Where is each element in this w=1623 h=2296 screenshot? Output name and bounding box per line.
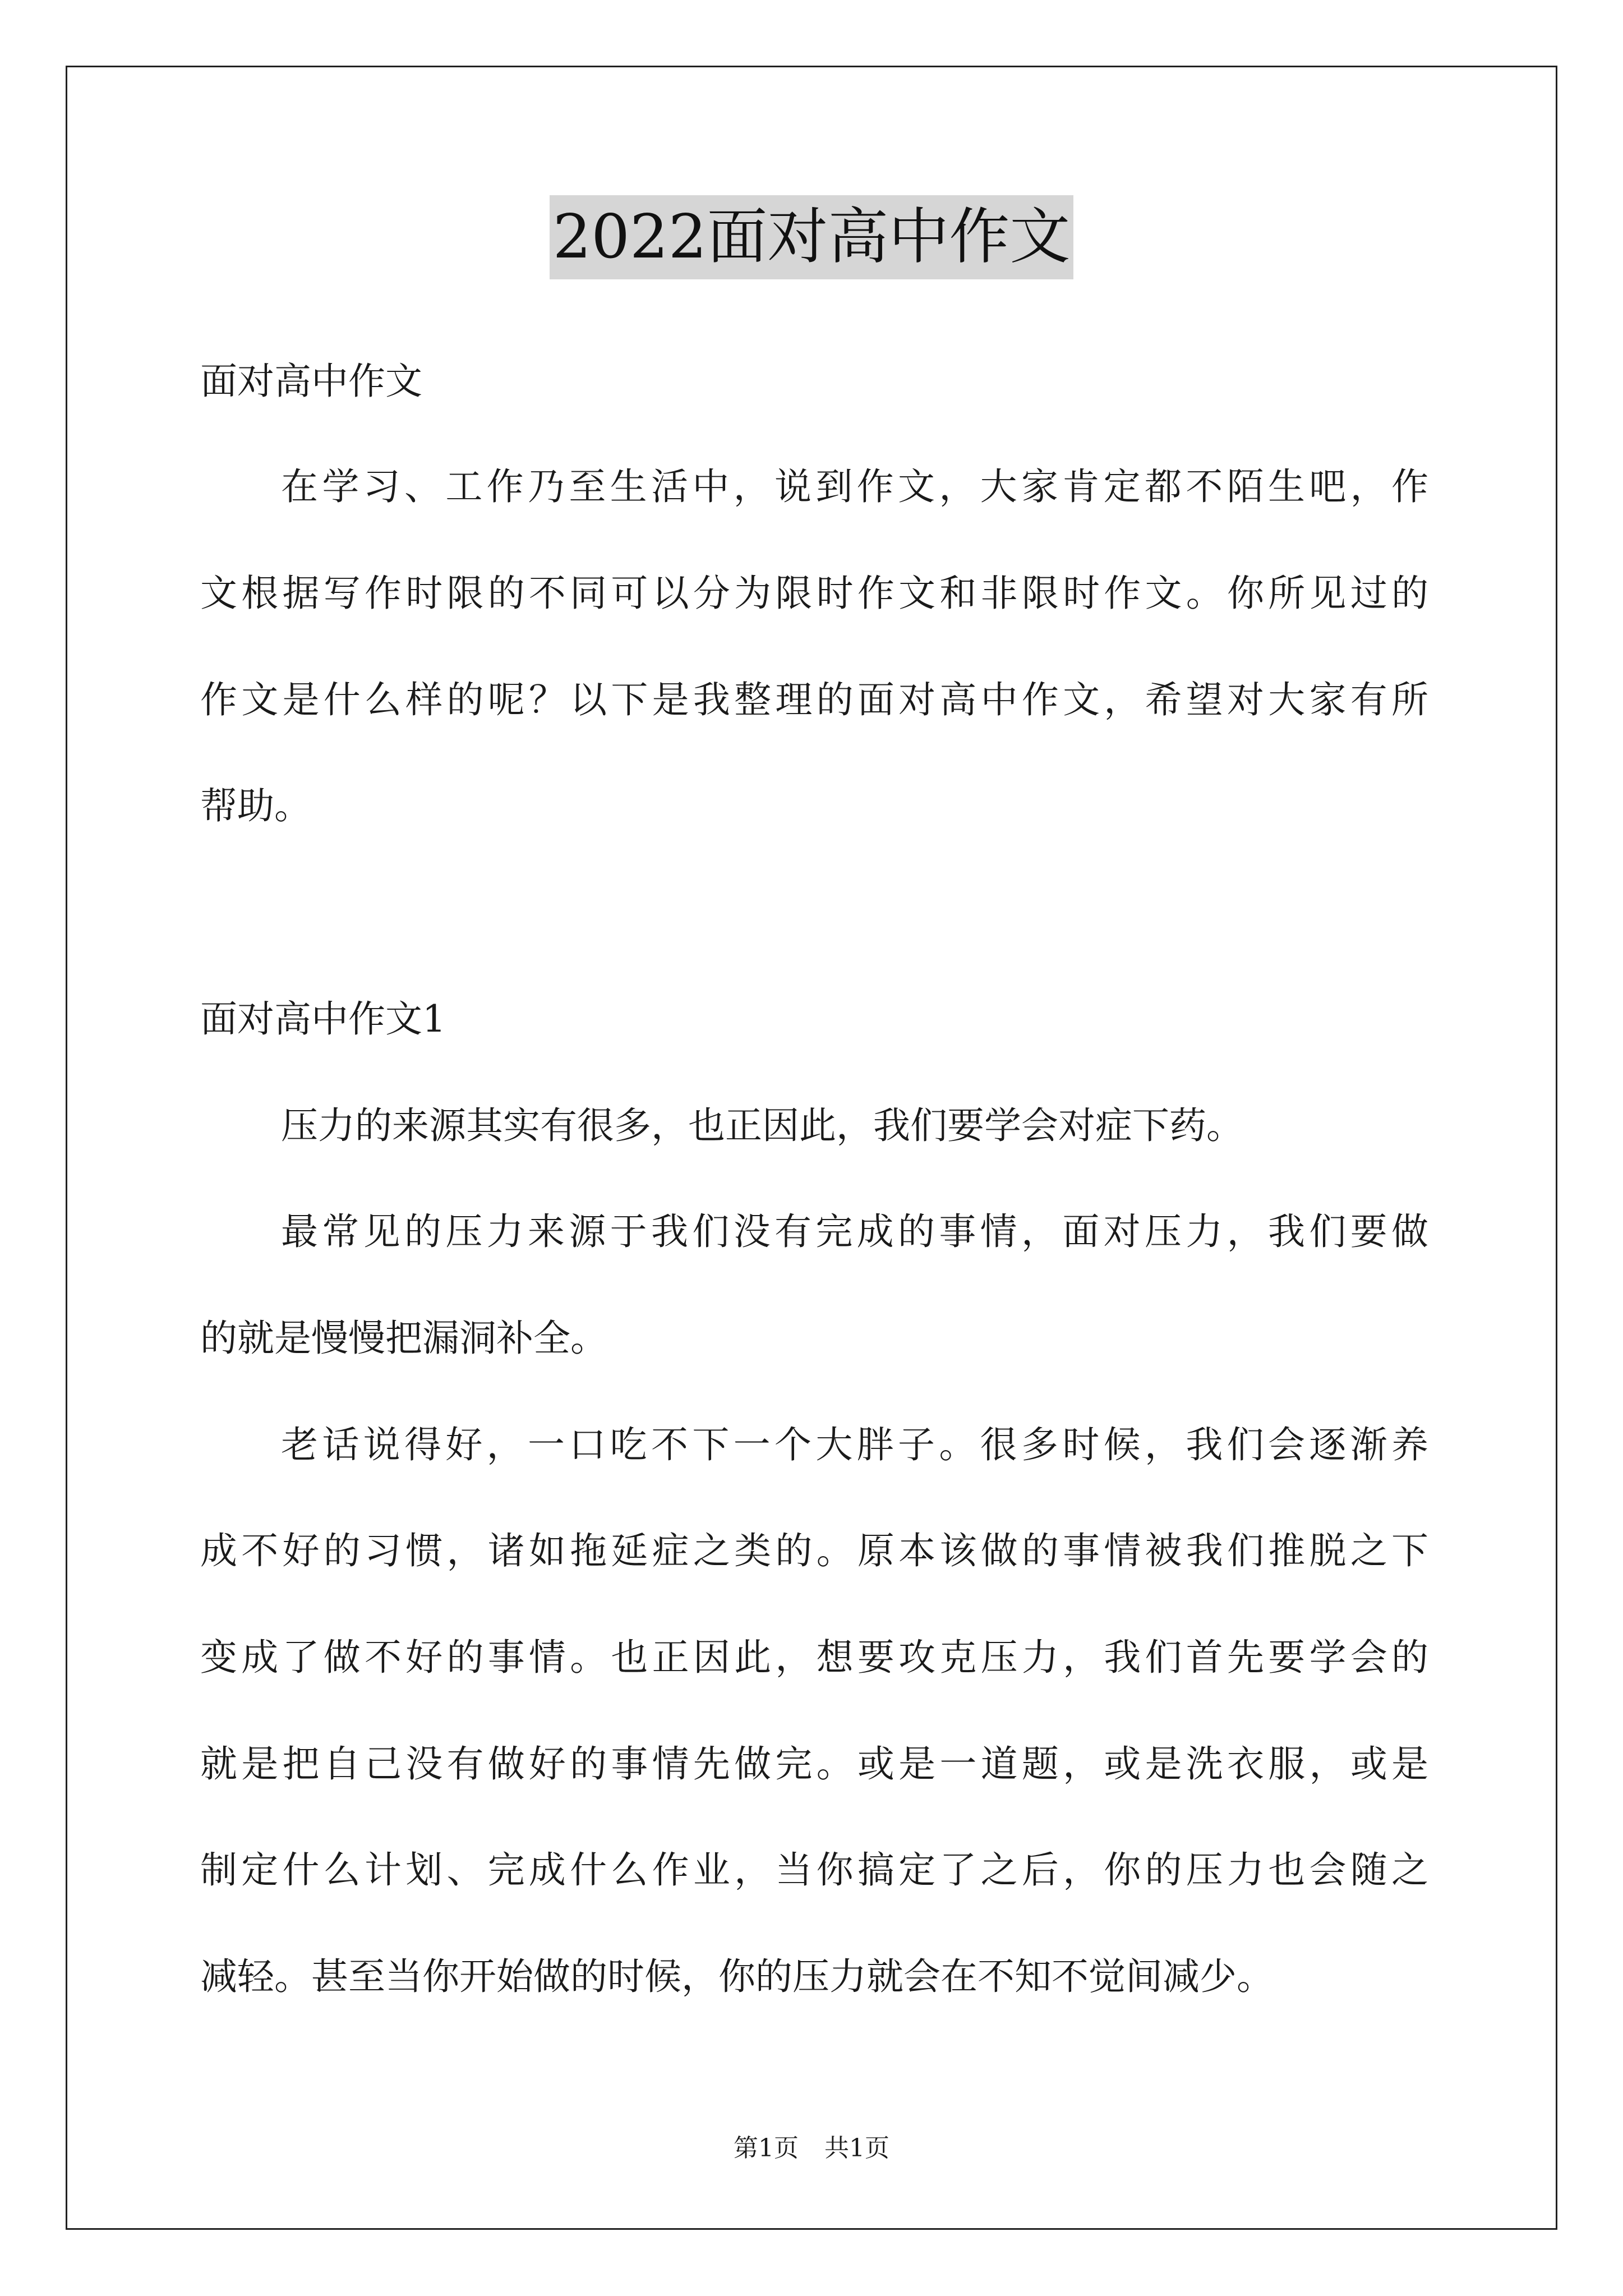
page-total: 共1页 [824,2134,889,2162]
paragraph-line: 文根据写作时限的不同可以分为限时作文和非限时作文。你所见过的 [200,572,1428,615]
paragraph-line: 成不好的习惯，诸如拖延症之类的。原本该做的事情被我们推脱之下 [200,1529,1428,1572]
document-title: 2022面对高中作文 [550,195,1074,279]
section-heading: 面对高中作文 [200,360,422,403]
paragraph-line: 作文是什么样的呢？以下是我整理的面对高中作文，希望对大家有所 [200,678,1428,721]
paragraph-line: 最常见的压力来源于我们没有完成的事情，面对压力，我们要做 [281,1210,1428,1253]
paragraph-line: 变成了做不好的事情。也正因此，想要攻克压力，我们首先要学会的 [200,1636,1428,1679]
page-number: 第1页 [734,2134,799,2162]
paragraph-line: 减轻。甚至当你开始做的时候，你的压力就会在不知不觉间减少。 [200,1955,1274,1998]
paragraph-line: 在学习、工作乃至生活中，说到作文，大家肯定都不陌生吧，作 [281,465,1428,508]
section-heading: 面对高中作文1 [200,997,446,1041]
page-footer [0,2132,1623,2165]
paragraph-line: 帮助。 [200,784,311,827]
title-container [0,195,1623,279]
paragraph-line: 的就是慢慢把漏洞补全。 [200,1317,607,1360]
paragraph-line: 制定什么计划、完成什么作业，当你搞定了之后，你的压力也会随之 [200,1848,1428,1892]
paragraph-line: 就是把自己没有做好的事情先做完。或是一道题，或是洗衣服，或是 [200,1742,1428,1786]
paragraph-line: 老话说得好，一口吃不下一个大胖子。很多时候，我们会逐渐养 [281,1423,1428,1466]
paragraph-line: 压力的来源其实有很多，也正因此，我们要学会对症下药。 [281,1104,1243,1147]
